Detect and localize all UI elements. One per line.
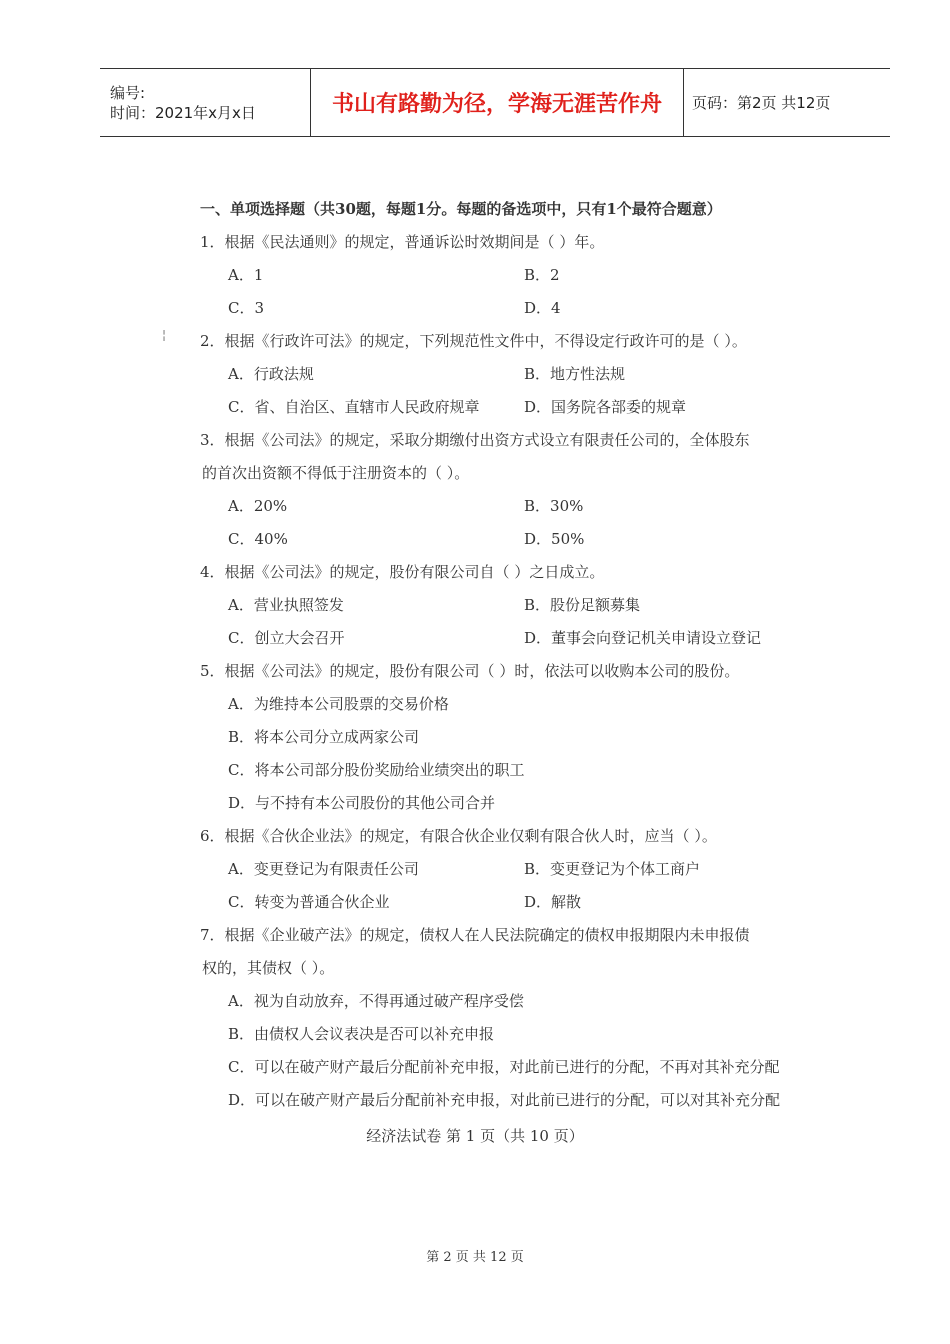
exam-page bbox=[200, 193, 820, 1117]
option-b: B．30% bbox=[524, 497, 584, 515]
question-stem-cont: 权的，其债权（ ）。 bbox=[202, 959, 335, 977]
option-a: A．1 bbox=[228, 266, 264, 284]
question-stem: 5．根据《公司法》的规定，股份有限公司（ ）时，依法可以收购本公司的股份。 bbox=[200, 662, 740, 680]
question-stem: 4．根据《公司法》的规定，股份有限公司自（ ）之日成立。 bbox=[200, 563, 605, 581]
question-6 bbox=[200, 820, 820, 919]
option-b: B．将本公司分立成两家公司 bbox=[228, 728, 420, 746]
option-d: D．50% bbox=[524, 530, 585, 548]
option-a: A．行政法规 bbox=[228, 365, 314, 383]
option-b: B．2 bbox=[524, 266, 560, 284]
option-row bbox=[200, 259, 820, 292]
question-2 bbox=[200, 325, 820, 424]
option-a: A．营业执照签发 bbox=[228, 596, 344, 614]
option-row bbox=[200, 391, 820, 424]
option-c: C．40% bbox=[228, 530, 288, 548]
option-row bbox=[200, 622, 820, 655]
code-label: 编号: bbox=[110, 83, 146, 102]
question-7 bbox=[200, 919, 820, 1117]
question-5 bbox=[200, 655, 820, 820]
option-row bbox=[200, 523, 820, 556]
option-row bbox=[200, 490, 820, 523]
option-d: D．国务院各部委的规章 bbox=[524, 398, 687, 416]
question-stem: 7．根据《企业破产法》的规定，债权人在人民法院确定的债权申报期限内未申报债 bbox=[200, 926, 750, 944]
option-c: C．3 bbox=[228, 299, 265, 317]
option-b: B．由债权人会议表决是否可以补充申报 bbox=[228, 1025, 495, 1043]
page-code: 页码：第2页 共12页 bbox=[692, 94, 831, 112]
option-a: A．20% bbox=[228, 497, 288, 515]
option-row bbox=[200, 292, 820, 325]
question-stem: 1．根据《民法通则》的规定，普通诉讼时效期间是（ ）年。 bbox=[200, 233, 605, 251]
option-a: A．为维持本公司股票的交易价格 bbox=[228, 695, 449, 713]
exam-footer: 经济法试卷 第 1 页（共 10 页） bbox=[366, 1127, 584, 1145]
option-row bbox=[200, 853, 820, 886]
option-c: C．创立大会召开 bbox=[228, 629, 345, 647]
option-a: A．视为自动放弃，不得再通过破产程序受偿 bbox=[228, 992, 524, 1010]
option-d: D．4 bbox=[524, 299, 561, 317]
question-stem-cont: 的首次出资额不得低于注册资本的（ ）。 bbox=[202, 464, 470, 482]
question-stem: 2．根据《行政许可法》的规定，下列规范性文件中，不得设定行政许可的是（ ）。 bbox=[200, 332, 747, 350]
time-label: 时间：2021年x月x日 bbox=[110, 103, 256, 122]
option-c: C．省、自治区、直辖市人民政府规章 bbox=[228, 398, 480, 416]
option-b: B．股份足额募集 bbox=[524, 596, 641, 614]
question-3 bbox=[200, 424, 820, 556]
option-c: C．转变为普通合伙企业 bbox=[228, 893, 390, 911]
option-row bbox=[200, 358, 820, 391]
option-d: D．可以在破产财产最后分配前补充申报，对此前已进行的分配，可以对其补充分配 bbox=[228, 1091, 781, 1109]
question-stem: 6．根据《合伙企业法》的规定，有限合伙企业仅剩有限合伙人时，应当（ ）。 bbox=[200, 827, 717, 845]
option-b: B．地方性法规 bbox=[524, 365, 626, 383]
option-row bbox=[200, 886, 820, 919]
motto: 书山有路勤为径，学海无涯苦作舟 bbox=[310, 69, 684, 136]
option-row bbox=[200, 589, 820, 622]
option-c: C．可以在破产财产最后分配前补充申报，对此前已进行的分配，不再对其补充分配 bbox=[228, 1058, 780, 1076]
page-header bbox=[100, 68, 890, 137]
question-4 bbox=[200, 556, 820, 655]
margin-mark: ¦ bbox=[162, 328, 167, 342]
section-title: 一、单项选择题（共30题，每题1分。每题的备选项中，只有1个最符合题意） bbox=[200, 200, 722, 218]
question-1 bbox=[200, 226, 820, 325]
question-stem: 3．根据《公司法》的规定，采取分期缴付出资方式设立有限责任公司的，全体股东 bbox=[200, 431, 750, 449]
option-b: B．变更登记为个体工商户 bbox=[524, 860, 701, 878]
header-meta bbox=[100, 69, 310, 136]
option-d: D．与不持有本公司股份的其他公司合并 bbox=[228, 794, 496, 812]
option-c: C．将本公司部分股份奖励给业绩突出的职工 bbox=[228, 761, 525, 779]
option-d: D．解散 bbox=[524, 893, 582, 911]
option-d: D．董事会向登记机关申请设立登记 bbox=[524, 629, 762, 647]
option-a: A．变更登记为有限责任公司 bbox=[228, 860, 419, 878]
page-footer: 第 2 页 共 12 页 bbox=[426, 1250, 524, 1265]
